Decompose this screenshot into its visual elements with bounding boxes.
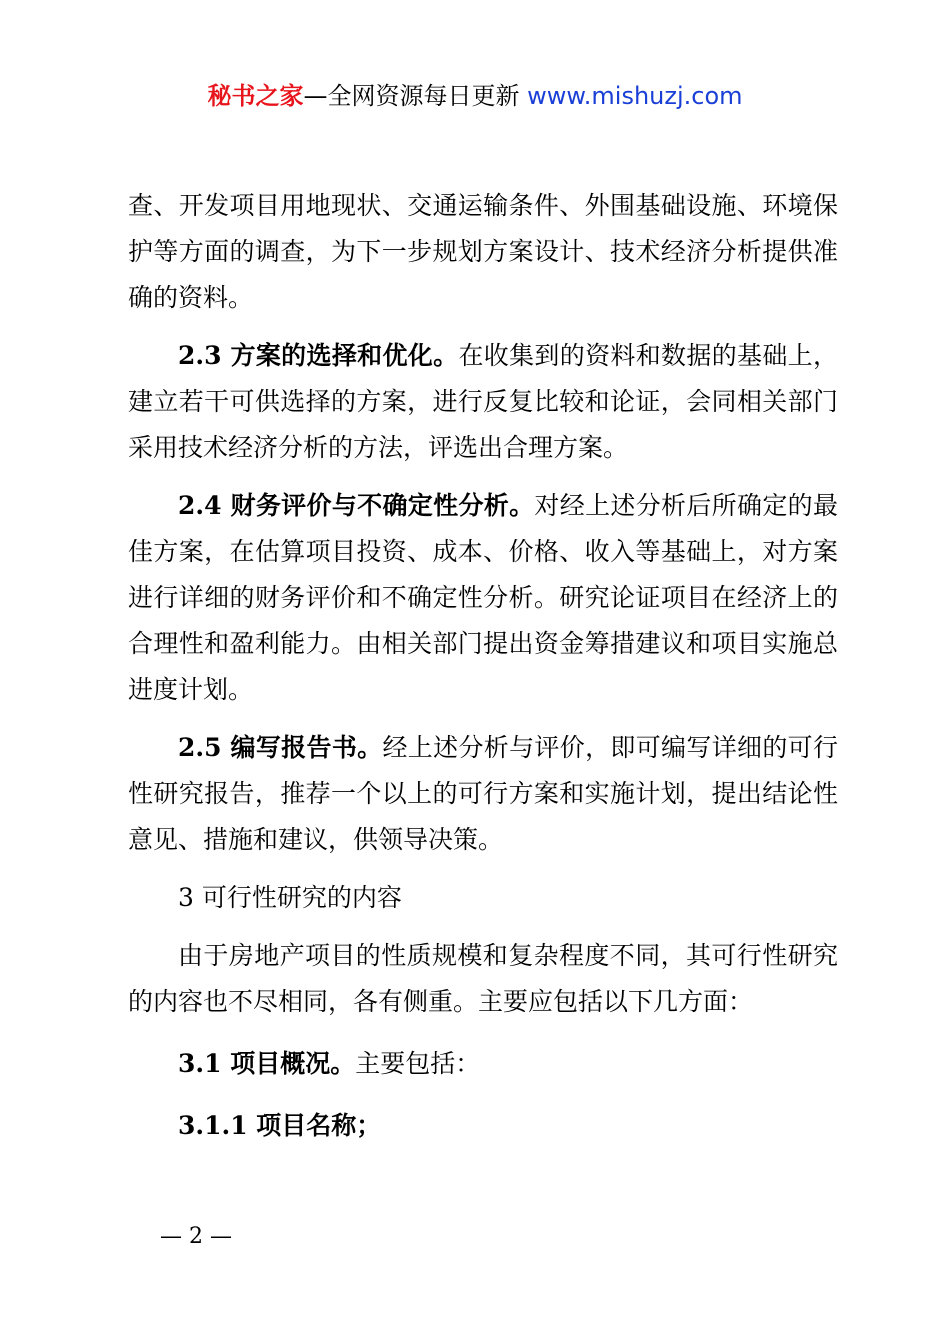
page-number: — 2 —	[160, 1224, 232, 1249]
header-url[interactable]: www.mishuzj.com	[527, 82, 743, 110]
section-body: 在收集到的资料和数据的基础上，建立若干可供选择的方案，进行反复比较和论证，会同相关部门采用技术经济分析的方法，评选出合理方案。	[128, 341, 838, 462]
section-title: 编写报告书。	[230, 733, 383, 762]
section-title: 财务评价与不确定性分析。	[230, 491, 535, 520]
paragraph-continuation: 查、开发项目用地现状、交通运输条件、外围基础设施、环境保护等方面的调查，为下一步规划方案设计、技术经济分析提供准确的资料。	[128, 191, 838, 312]
section-number: 3.1	[178, 1049, 231, 1078]
section-title: 项目概况。	[230, 1049, 356, 1078]
section-3-intro: 由于房地产项目的性质规模和复杂程度不同，其可行性研究的内容也不尽相同，各有侧重。主要应包括以下几方面：	[128, 941, 838, 1016]
section-title: 项目名称；	[256, 1111, 382, 1140]
document-body	[128, 183, 838, 1149]
section-3-1	[128, 1041, 838, 1087]
section-number: 2.3	[178, 341, 231, 370]
section-2-5	[128, 725, 838, 863]
section-body: 主要包括：	[355, 1049, 481, 1078]
section-body: 经上述分析与评价，即可编写详细的可行性研究报告，推荐一个以上的可行方案和实施计划，提出结论性意见、措施和建议，供领导决策。	[128, 733, 838, 854]
brand-name: 秘书之家	[207, 82, 304, 110]
section-2-4	[128, 483, 838, 713]
page-header	[0, 80, 950, 112]
section-number: 3	[178, 883, 202, 912]
header-tagline: —全网资源每日更新	[303, 82, 528, 110]
section-body: 对经上述分析后所确定的最佳方案，在估算项目投资、成本、价格、收入等基础上，对方案进行详细的财务评价和不确定性分析。研究论证项目在经济上的合理性和盈利能力。由相关部门提出资金筹措建议和项目实施总进度计划。	[128, 491, 838, 704]
section-number: 3.1.1	[178, 1111, 257, 1140]
section-title: 方案的选择和优化。	[230, 341, 459, 370]
section-2-3	[128, 333, 838, 471]
section-3-heading	[128, 875, 838, 921]
section-3-1-1	[128, 1103, 838, 1149]
section-number: 2.5	[178, 733, 231, 762]
section-number: 2.4	[178, 491, 231, 520]
section-title: 可行性研究的内容	[201, 883, 402, 912]
